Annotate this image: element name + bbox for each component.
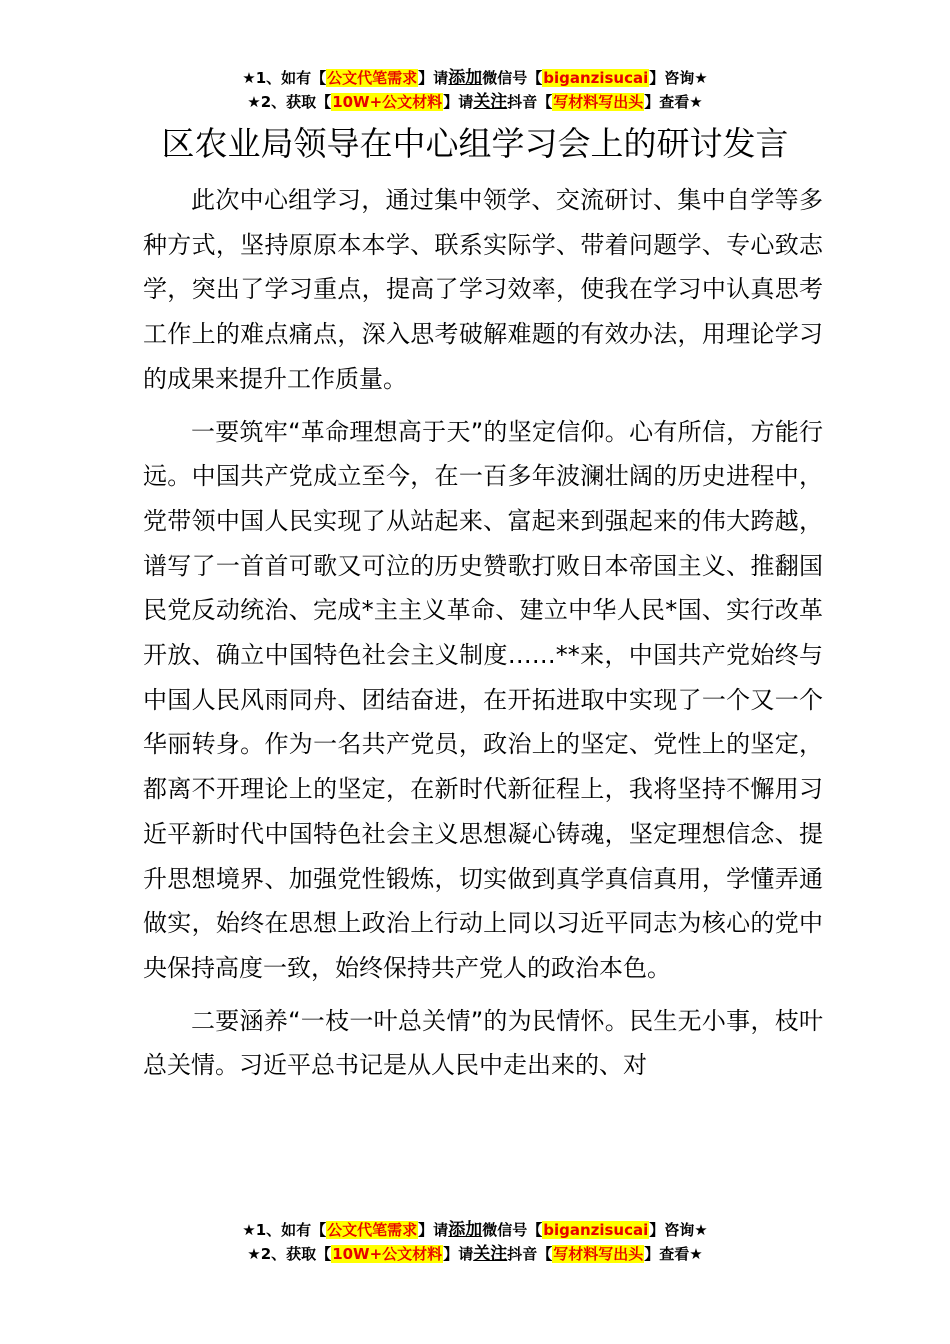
banner-text: ★2、获取【 bbox=[247, 93, 332, 111]
footer-banner bbox=[0, 1218, 950, 1266]
banner-underlined: 添加 bbox=[448, 1220, 483, 1240]
banner-text: 】咨询★ bbox=[649, 1221, 708, 1239]
banner-text: 】咨询★ bbox=[649, 69, 708, 87]
banner-douyin-account: 写材料写出头 bbox=[553, 1245, 644, 1263]
banner-text: ★1、如有【 bbox=[242, 1221, 327, 1239]
banner-text: ★2、获取【 bbox=[247, 1245, 332, 1263]
banner-highlight: 公文代笔需求 bbox=[327, 69, 418, 87]
banner-text: 微信号【 bbox=[482, 1221, 543, 1239]
banner-line-2 bbox=[0, 1242, 950, 1266]
header-banner bbox=[0, 66, 950, 114]
banner-line-1 bbox=[0, 1218, 950, 1242]
banner-line-2 bbox=[0, 90, 950, 114]
document-body bbox=[143, 178, 823, 1096]
banner-douyin-account: 写材料写出头 bbox=[553, 93, 644, 111]
banner-wechat-account: biganzisucai bbox=[543, 1221, 649, 1239]
banner-highlight: 公文代笔需求 bbox=[327, 1221, 418, 1239]
banner-text: 】查看★ bbox=[644, 93, 703, 111]
banner-text: 抖音【 bbox=[507, 1245, 553, 1263]
document-title: 区农业局领导在中心组学习会上的研讨发言 bbox=[161, 124, 789, 163]
banner-text: ★1、如有【 bbox=[242, 69, 327, 87]
banner-wechat-account: biganzisucai bbox=[543, 69, 649, 87]
banner-text: 】请 bbox=[443, 93, 474, 111]
banner-highlight: 10W+公文材料 bbox=[332, 93, 443, 111]
banner-highlight: 10W+公文材料 bbox=[332, 1245, 443, 1263]
banner-underlined: 添加 bbox=[448, 68, 483, 88]
paragraph-point-2: 二要涵养“一枝一叶总关情”的为民情怀。民生无小事，枝叶总关情。习近平总书记是从人民中走出来的、对 bbox=[143, 1006, 823, 1080]
banner-text: 微信号【 bbox=[482, 69, 543, 87]
banner-underlined: 关注 bbox=[473, 1244, 508, 1264]
banner-text: 】请 bbox=[418, 1221, 449, 1239]
paragraph-point-1: 一要筑牢“革命理想高于天”的坚定信仰。心有所信，方能行远。中国共产党成立至今，在一百多年波澜壮阔的历史进程中，党带领中国人民实现了从站起来、富起来到强起来的伟大跨越，谱写了一首首可歌又可泣的历史赞歌打败日本帝国主义、推翻国民党反动统治、完成*主主义革命、建立中华人民*国、实行改革开放、确立中国特色社会主义制度……**来，中国共产党始终与中国人民风雨同舟、团结奋进，在开拓进取中实现了一个又一个华丽转身。作为一名共产党员，政治上的坚定、党性上的坚定，都离不开理论上的坚定，在新时代新征程上，我将坚持不懈用习近平新时代中国特色社会主义思想凝心铸魂，坚定理想信念、提升思想境界、加强党性锻炼，切实做到真学真信真用，学懂弄通做实，始终在思想上政治上行动上同以习近平同志为核心的党中央保持高度一致，始终保持共产党人的政治本色。 bbox=[143, 417, 823, 982]
banner-text: 】请 bbox=[443, 1245, 474, 1263]
banner-text: 抖音【 bbox=[507, 93, 553, 111]
banner-underlined: 关注 bbox=[473, 92, 508, 112]
banner-line-1 bbox=[0, 66, 950, 90]
banner-text: 】请 bbox=[418, 69, 449, 87]
banner-text: 】查看★ bbox=[644, 1245, 703, 1263]
paragraph-intro: 此次中心组学习，通过集中领学、交流研讨、集中自学等多种方式，坚持原原本本学、联系实际学、带着问题学、专心致志学，突出了学习重点，提高了学习效率，使我在学习中认真思考工作上的难点痛点，深入思考破解难题的有效办法，用理论学习的成果来提升工作质量。 bbox=[143, 186, 823, 393]
